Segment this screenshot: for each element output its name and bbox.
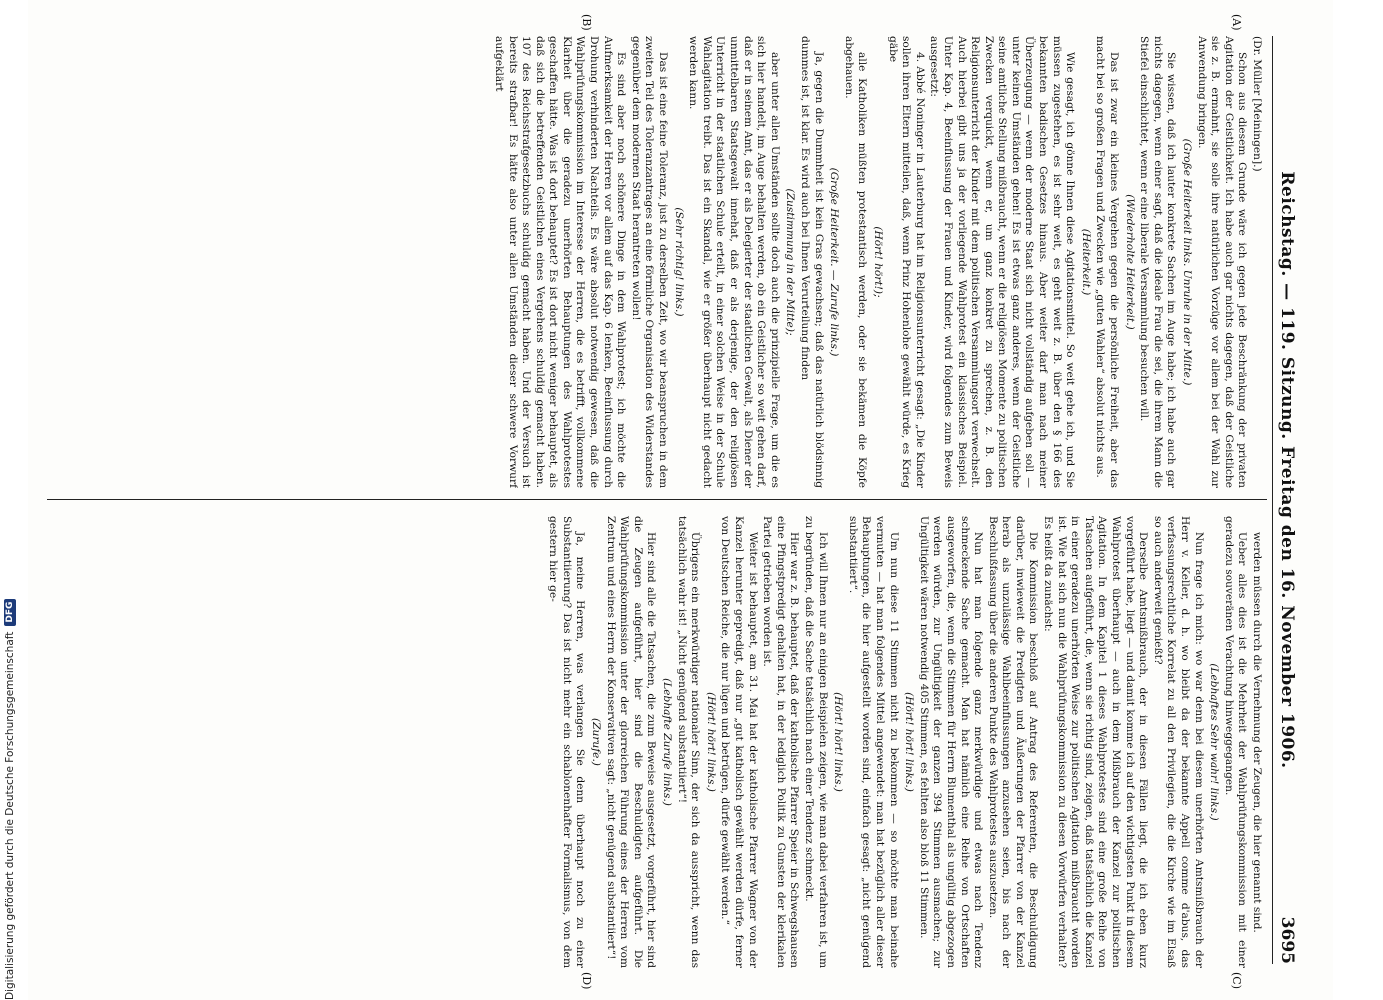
- stage-direction: (Große Heiterkeit links. Unruhe in der Mitte.): [1181, 138, 1194, 386]
- paragraph: Um nun diese 11 Stimmen nicht zu bekommen — so möchte man beinahe vermuten — hat man folgendes Mittel angewendet: man hat bezüglich aller dieser Behauptungen, die hier aufgestellt worden sind, einfach gesagt: „nicht genügend substantiiert“.: [846, 516, 900, 968]
- stage-direction: (Große Heiterkeit. — Zurufe links.): [828, 167, 841, 357]
- paragraph: Ich will Ihnen nur an einigen Beispielen zeigen, wie man dabei verfahren ist, um zu begründen, daß die Sache tatsächlich nach einer Tendenz schmeckt.: [803, 516, 829, 968]
- left-paragraphs: [491, 36, 1248, 488]
- paragraph: Ja, gegen die Dummheit ist kein Gras gewachsen; daß das natürlich blödsinnig dummes ist, ist klar. Es wird auch bei Ihnen Verurteilung finden: [799, 36, 825, 488]
- paragraph: Ja, meine Herren, was verlangen Sie denn überhaupt noch zu einer Substantiierung? Das ist nicht mehr ein schablonenhafter Formalismus, von dem gestern hier ge-: [547, 516, 587, 968]
- marker-c: (C): [1230, 972, 1243, 989]
- paragraph: alle Katholiken müßten protestantisch werden, oder sie bekämen die Köpfe abgehauen.: [842, 36, 869, 488]
- dfg-logo: DFG: [4, 599, 16, 626]
- paragraph: werden müssen durch die Vernehmung der Zeugen, die hier genannt sind.: [1251, 532, 1263, 933]
- paragraph: Hier war z. B. behauptet, daß der katholische Pfarrer Speier in Schwegshausen eine Pfingstpredigt gehalten hat, in der lediglich Politik zu Gunsten der klerikalen Partei getrieben worden ist.: [761, 516, 801, 968]
- rotated-page: [28, 0, 1333, 1000]
- paragraph: Das ist eine feine Toleranz, just zu derselben Zeit, wo wir beanspruchen in dem zweiten Teil des Toleranzantrages an eine förmliche Organisation des Widerstandes gegenüber dem modernen Staat herantreten wollen!: [629, 36, 670, 488]
- paragraph: Nun hat man folgende ganz merkwürdige und etwas nach Tendenz schmeckende Sache gemacht. Man hat nämlich eine Reihe von Ortschaften ausgeworfen, die, wenn die Stimmen für Herrn Blumenthal als ungültig abgezogen werden würden, zur Ungültigkeit der ganzen 394 Stimmen ausmachen; zur Ungültigkeit wären notwendig 405 Stimmen, es fehlten also bloß 11 Stimmen.: [917, 516, 985, 968]
- newspaper-page: [28, 0, 1333, 1000]
- right-column: [48, 516, 1263, 968]
- paragraph: Es sind aber noch schönere Dinge in dem Wahlprotest; ich möchte die Aufmerksamkeit der Herren vor allem auf das Kap. 6 lenken, Beeinflussung durch Drohung verhinderten Nachteils. Es wäre absolut notwendig gewesen, daß die Wahlprüfungskommission im Interesse der Herren, die es betrifft, vollkommene Klarheit über die geradezu unerhörten Behauptungen des Wahlprotestes geschaffen hätte. Was ist dort behauptet? Es ist dort nicht weniger behauptet, als daß sich die betreffenden Geistlichen eines Vergehens schuldig gemacht haben. 107 des Reichsstrafgesetzbuchs schuldig gemacht haben. Und der Versuch ist bereits strafbar! Es hätte also unter allen Umständen dieser schwere Vorwurf aufgeklärt: [492, 36, 628, 488]
- paragraph: Das ist zwar ein kleines Vergehen gegen die persönliche Freiheit, aber das macht bei so großen Fragen und Zwecken wie „guten Wahlen“ absolut nichts aus.: [1094, 36, 1121, 488]
- paragraph: Ueber alles dies ist die Mehrheit der Wahlprüfungskommission mit einer geradezu souveränen Verachtung hinweggegangen.: [1222, 516, 1249, 968]
- stage-direction: (Zustimmung in der Mitte);: [784, 188, 797, 336]
- header-rule: [1272, 36, 1273, 964]
- paragraph: aber unter allen Umständen sollte doch auch die prinzipielle Frage, um die es sich hier handelt, im Auge behalten werden, ob ein Geistlicher so weit gehen darf, daß er in seinem Amt, das er als Delegierter der staatlichen Gewalt, als Diener der unmittelbaren Staatsgewalt innehat, daß er als derjenige, der den religiösen Unterricht in der staatlichen Schule erteilt, in einer solchen Weise in der Schule Wahlagitation treibt. Das ist ein Skandal, wie er größer überhaupt nicht gedacht werden kann.: [687, 36, 781, 488]
- speaker-name: (Dr. Müller [Meiningen].): [1251, 36, 1263, 172]
- stage-direction: (Lebhafte Zurufe links.): [661, 678, 674, 806]
- marker-b: (B): [580, 14, 593, 31]
- header-title: Reichstag. — 119. Sitzung. Freitag den 16. November 1906.: [1277, 171, 1297, 769]
- paragraph: Schon aus diesem Grunde wäre ich gegen jede Beschränkung der privaten Agitation der Geistlichkeit. Ich habe auch gar nichts dagegen, daß der Geistliche sie z. B. ermahnt, sie solle ihre natürlichen Vorzüge vor allem bei der Wahl zur Anwendung bringen.: [1195, 36, 1249, 488]
- stage-direction: (Hört! hört! links.): [903, 692, 916, 792]
- paragraph: Übrigens ein merkwürdiger nationaler Sinn, der sich da ausspricht, wenn das tatsächlich wahr ist! „Nicht genügend substantiiert“!: [675, 516, 702, 968]
- column-divider: [47, 499, 1267, 500]
- marker-a: (A): [1230, 14, 1243, 31]
- stage-direction: (Sehr richtig! links.): [672, 207, 685, 317]
- paragraph: Sie wissen, daß ich lauter konkrete Sachen im Auge habe; ich habe auch gar nichts dagegen, wenn einer sagt, daß die ideale Frau die sei, die ihrem Mann die Stiefel einschlichtet, wenn er eine liberale Versammlung besuchen will.: [1138, 36, 1178, 488]
- right-paragraphs: [546, 516, 1263, 968]
- paragraph: Derselbe Amtsmißbrauch, der in diesen Fällen liegt, die ich eben kurz vorgeführt habe, liegt — und damit komme ich auf den wichtigsten Punkt in diesem Wahlprotest überhaupt — auch in dem Mißbrauch der Kanzel zur politischen Agitation. In dem Kapitel 1 dieses Wahlprotestes sind eine große Reihe von Tatsachen aufgeführt, die, wenn sie richtig sind, zeigen, daß tatsächlich die Kanzel in einer geradezu unerhörten Weise zur politischen Agitation mißbraucht worden ist. Wie hat sich nun die Wahlprüfungskommission zu diesen Vorwürfen verhalten? Es heißt da zunächst:: [1042, 516, 1150, 968]
- paragraph: Nun frage ich mich: wo war denn bei diesem unerhörten Amtsmißbrauch der Herr v. Keller, d. h. wo bleibt da der bekannte Appell comme d'abus, das verfassungsrechtliche Korrelat zu all den Privilegien, die die Kirche wie im Elsaß so auch anderweit genießt?: [1151, 516, 1205, 968]
- stage-direction: (Lebhaftes Sehr wahr! links.): [1208, 663, 1221, 821]
- paragraph: Hier sind alle die Tatsachen, die zum Beweise ausgesetzt, vorgeführt, hier sind die Zeugen aufgeführt, hier sind die Beschuldigten aufgeführt. Die Wahlprüfungskommission unter der glorreichen Führung eines der Herren vom Zentrum und eines Herrn der Konservativen sagt: „nicht genügend substantiiert“!: [604, 516, 658, 968]
- stage-direction: (Wiederholte Heiterkeit.): [1123, 194, 1136, 330]
- stage-direction: (Hört! hört!);: [871, 226, 884, 298]
- paragraph: Wie gesagt, ich gönne Ihnen diese Agitationsmittel. So weit gehe ich, und Sie müssen zugestehen, es ist sehr weit, es geht weit z. B. über den § 166 des bekannten badischen Gesetzes hinaus. Aber weiter darf man nach meiner Überzeugung — wenn der moderne Staat sich nicht vollständig aufgeben soll — unter keinen Umständen gehen! Es ist etwas ganz anderes, wenn der Geistliche seine amtliche Stellung mißbraucht, wenn er die religiösen Momente zu politischen Zwecken verquickt, wenn er, um ganz konkret zu sprechen, z. B. den Religionsunterricht der Kinder mit dem politischen Versammlungsort verwechselt. Auch hierbei gibt uns ja der vorliegende Wahlprotest ein klassisches Beispiel. Unter Kap. 4, Beeinflussung der Frauen und Kinder, wird folgendes zum Beweis ausgesetzt:: [928, 36, 1077, 488]
- paragraph: Die Kommission beschloß auf Antrag des Referenten, die Beschuldigung darüber, inwieweit die Predigten und Äußerungen der Pfarrer von der Kanzel herab als unzulässige Wahlbeeinflussungen anzusehen seien, bis nach der Beschlußfassung über die anderen Punkte des Wahlprotestes auszusetzen.: [986, 516, 1040, 968]
- credit-text: Digitalisierung gefördert durch die Deutsche Forschungsgemeinschaft: [4, 631, 16, 1000]
- paragraph: Weiter ist behauptet, am 31. Mai hat der katholische Pfarrer Wagner von der Kanzel herunter gepredigt, daß nur „gut katholisch gewählt werden dürfe, ferner von Deutschen Reiche, die nur lügen und betrügen, dürfe gewählt werden.“: [719, 516, 759, 968]
- left-column: [48, 36, 1263, 488]
- page-header: [1277, 36, 1317, 964]
- stage-direction: (Hört! hört! links.): [832, 692, 845, 792]
- stage-direction: (Zurufe.): [590, 718, 603, 766]
- stage-direction: (Heiterkeit.): [1079, 228, 1092, 296]
- page-number: 3695: [1277, 916, 1297, 964]
- digitization-credit: [4, 0, 22, 1000]
- stage-direction: (Hört! hört! links.): [704, 692, 717, 792]
- marker-d: (D): [580, 972, 593, 990]
- paragraph: 4. Abbé Noninger in Lauterburg hat im Religionsunterricht gesagt: „Die Kinder sollen ihren Eltern mitteilen, daß, wenn Prinz Hohenlohe gewählt würde, es Krieg gäbe: [886, 36, 926, 488]
